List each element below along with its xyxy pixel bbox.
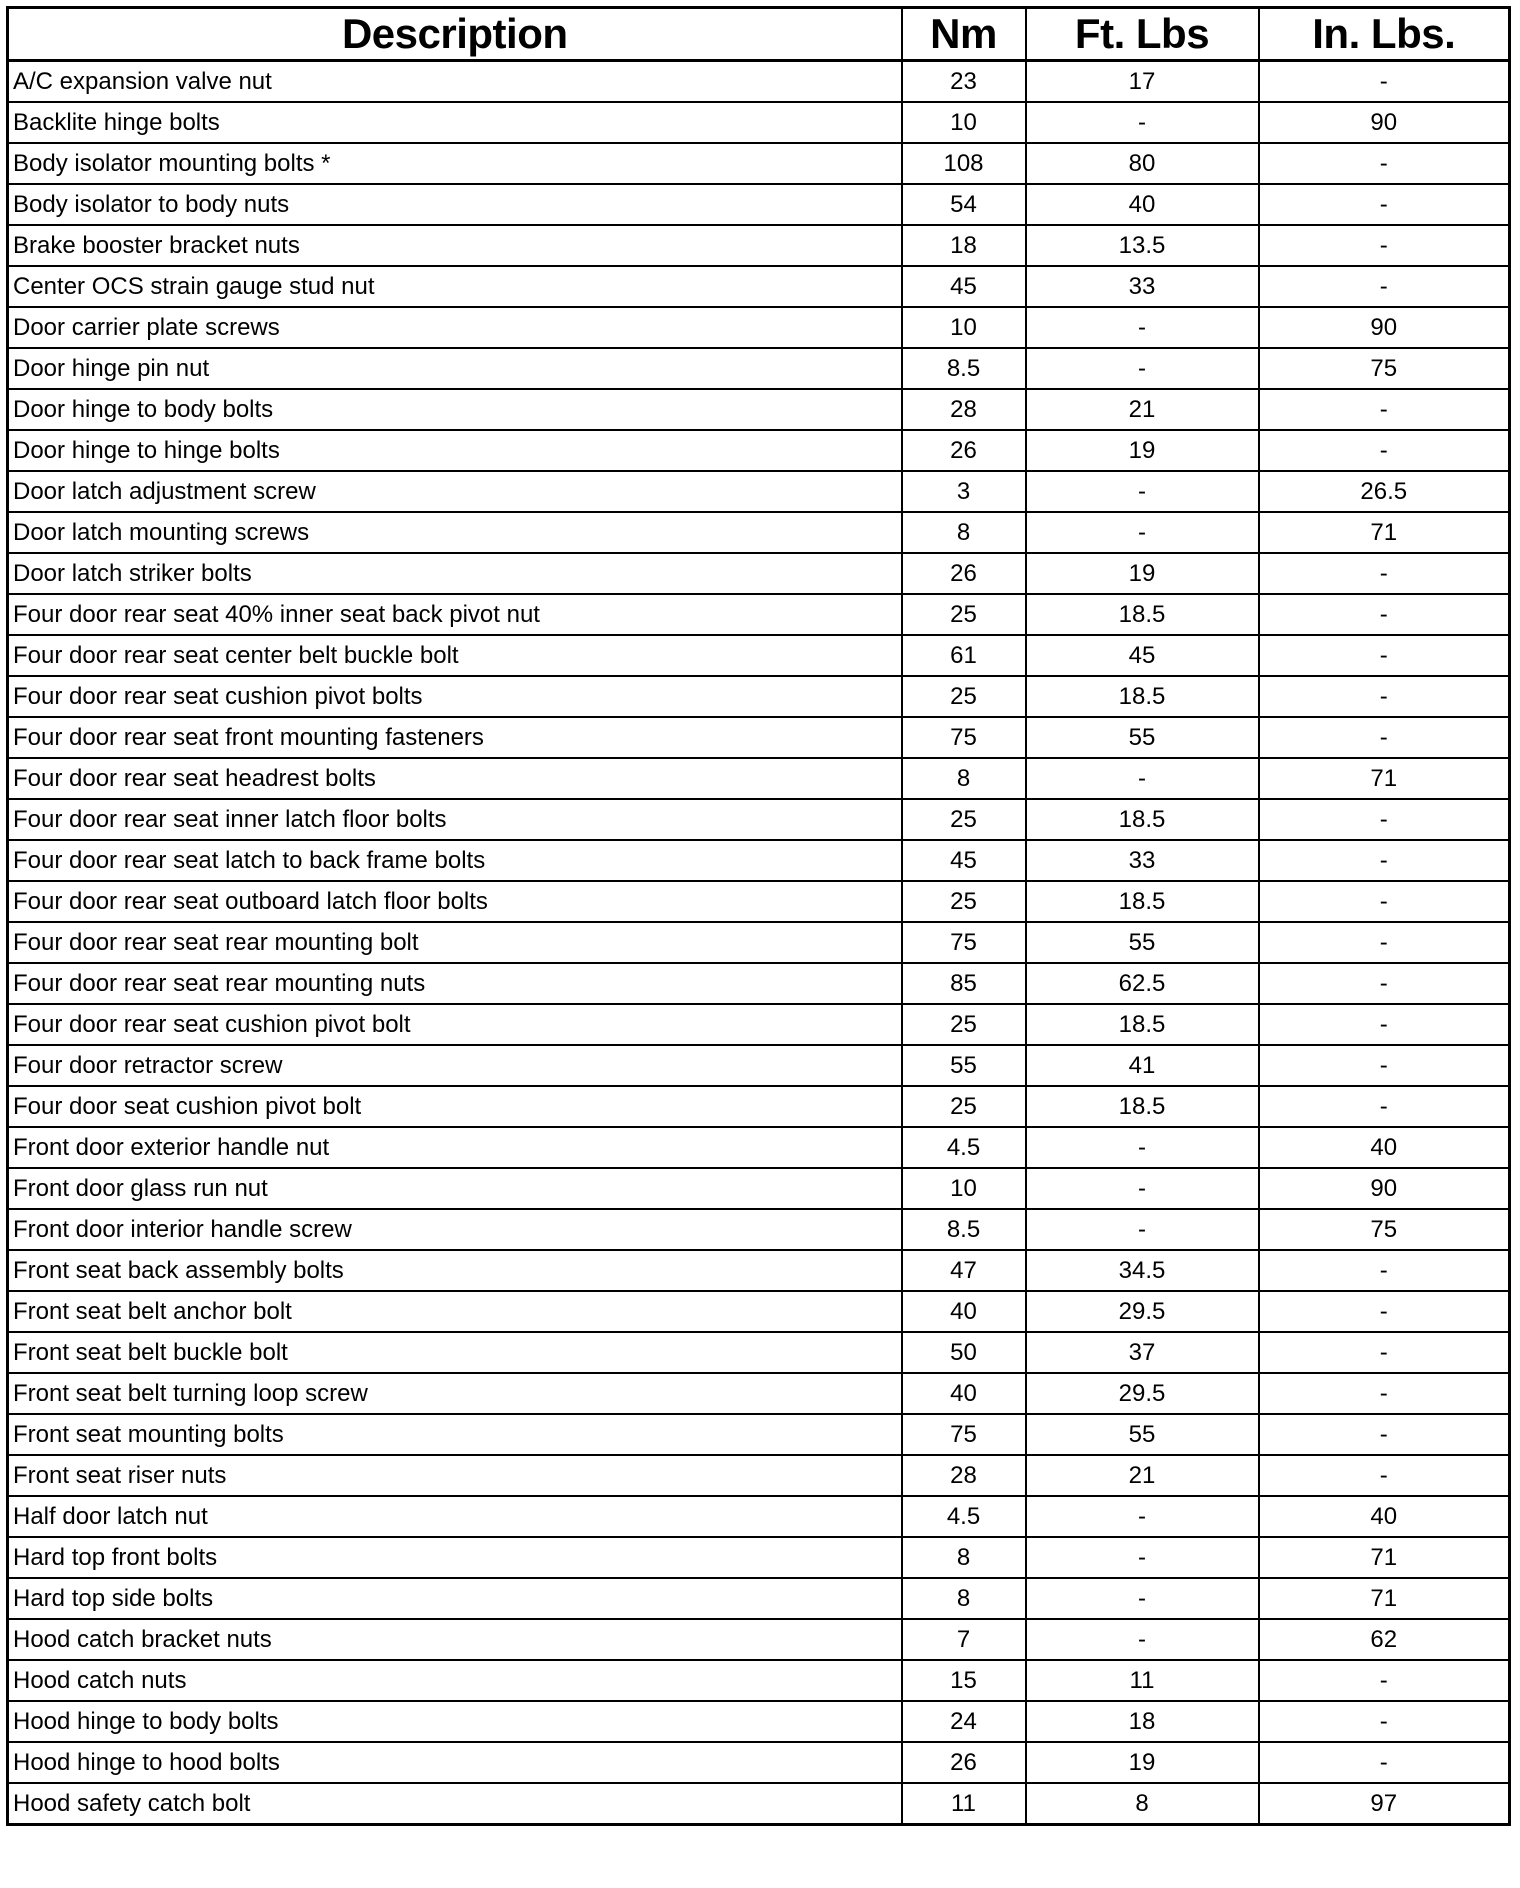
table-row	[8, 963, 1510, 1004]
cell-in-lbs: -	[1259, 143, 1510, 184]
cell-description: Door latch adjustment screw	[8, 471, 902, 512]
cell-nm: 25	[902, 1086, 1026, 1127]
cell-in-lbs: -	[1259, 389, 1510, 430]
cell-nm: 26	[902, 553, 1026, 594]
cell-in-lbs: 97	[1259, 1783, 1510, 1825]
cell-ft-lbs: 29.5	[1026, 1291, 1259, 1332]
table-row	[8, 1291, 1510, 1332]
cell-in-lbs: -	[1259, 1660, 1510, 1701]
table-row	[8, 676, 1510, 717]
cell-in-lbs: -	[1259, 1291, 1510, 1332]
cell-in-lbs: 90	[1259, 307, 1510, 348]
table-row	[8, 1783, 1510, 1825]
header-ft-lbs: Ft. Lbs	[1026, 8, 1259, 61]
table-row	[8, 307, 1510, 348]
table-row	[8, 758, 1510, 799]
cell-ft-lbs: 45	[1026, 635, 1259, 676]
cell-nm: 10	[902, 1168, 1026, 1209]
table-row	[8, 512, 1510, 553]
cell-description: Body isolator to body nuts	[8, 184, 902, 225]
cell-description: A/C expansion valve nut	[8, 61, 902, 103]
cell-nm: 8	[902, 1578, 1026, 1619]
cell-in-lbs: 62	[1259, 1619, 1510, 1660]
cell-description: Four door rear seat center belt buckle bolt	[8, 635, 902, 676]
cell-ft-lbs: -	[1026, 102, 1259, 143]
cell-nm: 8.5	[902, 348, 1026, 389]
cell-ft-lbs: 33	[1026, 266, 1259, 307]
cell-in-lbs: -	[1259, 799, 1510, 840]
table-row	[8, 1250, 1510, 1291]
cell-nm: 8.5	[902, 1209, 1026, 1250]
cell-ft-lbs: 18.5	[1026, 881, 1259, 922]
cell-in-lbs: 71	[1259, 758, 1510, 799]
cell-description: Four door rear seat cushion pivot bolt	[8, 1004, 902, 1045]
table-row	[8, 389, 1510, 430]
cell-nm: 85	[902, 963, 1026, 1004]
header-row	[8, 8, 1510, 61]
cell-nm: 40	[902, 1291, 1026, 1332]
table-row	[8, 1045, 1510, 1086]
cell-nm: 25	[902, 799, 1026, 840]
cell-nm: 75	[902, 717, 1026, 758]
table-row	[8, 471, 1510, 512]
cell-in-lbs: -	[1259, 1004, 1510, 1045]
table-row	[8, 266, 1510, 307]
cell-nm: 10	[902, 307, 1026, 348]
table-row	[8, 102, 1510, 143]
cell-nm: 25	[902, 881, 1026, 922]
cell-description: Front door exterior handle nut	[8, 1127, 902, 1168]
cell-nm: 25	[902, 1004, 1026, 1045]
cell-description: Four door rear seat outboard latch floor bolts	[8, 881, 902, 922]
cell-description: Front seat back assembly bolts	[8, 1250, 902, 1291]
cell-ft-lbs: 55	[1026, 717, 1259, 758]
cell-description: Front seat riser nuts	[8, 1455, 902, 1496]
cell-in-lbs: 40	[1259, 1496, 1510, 1537]
table-row	[8, 184, 1510, 225]
cell-description: Four door rear seat rear mounting nuts	[8, 963, 902, 1004]
cell-ft-lbs: 62.5	[1026, 963, 1259, 1004]
table-row	[8, 922, 1510, 963]
table-row	[8, 717, 1510, 758]
cell-in-lbs: 71	[1259, 512, 1510, 553]
cell-description: Brake booster bracket nuts	[8, 225, 902, 266]
table-row	[8, 881, 1510, 922]
cell-ft-lbs: 18.5	[1026, 1086, 1259, 1127]
cell-in-lbs: 71	[1259, 1537, 1510, 1578]
cell-nm: 54	[902, 184, 1026, 225]
cell-in-lbs: 75	[1259, 348, 1510, 389]
table-row	[8, 1127, 1510, 1168]
cell-nm: 25	[902, 676, 1026, 717]
cell-ft-lbs: 18.5	[1026, 594, 1259, 635]
cell-nm: 11	[902, 1783, 1026, 1825]
cell-nm: 45	[902, 266, 1026, 307]
cell-ft-lbs: 13.5	[1026, 225, 1259, 266]
table-body	[8, 61, 1510, 1825]
cell-description: Four door rear seat 40% inner seat back pivot nut	[8, 594, 902, 635]
table-row	[8, 635, 1510, 676]
cell-in-lbs: 40	[1259, 1127, 1510, 1168]
cell-ft-lbs: -	[1026, 1127, 1259, 1168]
table-row	[8, 430, 1510, 471]
table-row	[8, 1168, 1510, 1209]
table-row	[8, 61, 1510, 103]
cell-ft-lbs: -	[1026, 512, 1259, 553]
cell-description: Body isolator mounting bolts *	[8, 143, 902, 184]
table-row	[8, 1660, 1510, 1701]
cell-nm: 15	[902, 1660, 1026, 1701]
cell-description: Hood catch nuts	[8, 1660, 902, 1701]
table-row	[8, 1332, 1510, 1373]
table-row	[8, 1086, 1510, 1127]
cell-ft-lbs: 19	[1026, 553, 1259, 594]
cell-description: Four door rear seat latch to back frame bolts	[8, 840, 902, 881]
cell-description: Four door rear seat headrest bolts	[8, 758, 902, 799]
table-row	[8, 348, 1510, 389]
cell-description: Front seat mounting bolts	[8, 1414, 902, 1455]
cell-nm: 26	[902, 430, 1026, 471]
table-row	[8, 143, 1510, 184]
cell-description: Hard top front bolts	[8, 1537, 902, 1578]
cell-nm: 10	[902, 102, 1026, 143]
cell-ft-lbs: 55	[1026, 922, 1259, 963]
cell-ft-lbs: -	[1026, 1619, 1259, 1660]
cell-ft-lbs: 17	[1026, 61, 1259, 103]
cell-description: Half door latch nut	[8, 1496, 902, 1537]
cell-description: Four door rear seat inner latch floor bolts	[8, 799, 902, 840]
cell-ft-lbs: 34.5	[1026, 1250, 1259, 1291]
cell-ft-lbs: 18.5	[1026, 799, 1259, 840]
cell-ft-lbs: 33	[1026, 840, 1259, 881]
cell-ft-lbs: -	[1026, 1537, 1259, 1578]
cell-in-lbs: -	[1259, 1045, 1510, 1086]
cell-ft-lbs: 40	[1026, 184, 1259, 225]
torque-spec-sheet	[6, 6, 1511, 1826]
cell-in-lbs: -	[1259, 225, 1510, 266]
cell-ft-lbs: 41	[1026, 1045, 1259, 1086]
cell-in-lbs: -	[1259, 717, 1510, 758]
cell-ft-lbs: 21	[1026, 1455, 1259, 1496]
cell-ft-lbs: -	[1026, 1168, 1259, 1209]
cell-in-lbs: -	[1259, 1455, 1510, 1496]
cell-in-lbs: -	[1259, 1414, 1510, 1455]
cell-description: Hood hinge to hood bolts	[8, 1742, 902, 1783]
cell-in-lbs: 90	[1259, 102, 1510, 143]
cell-nm: 8	[902, 758, 1026, 799]
cell-nm: 4.5	[902, 1496, 1026, 1537]
cell-ft-lbs: -	[1026, 1496, 1259, 1537]
cell-in-lbs: -	[1259, 184, 1510, 225]
cell-nm: 75	[902, 922, 1026, 963]
cell-ft-lbs: 8	[1026, 1783, 1259, 1825]
cell-nm: 7	[902, 1619, 1026, 1660]
cell-ft-lbs: 18.5	[1026, 676, 1259, 717]
table-row	[8, 1414, 1510, 1455]
cell-nm: 23	[902, 61, 1026, 103]
cell-nm: 75	[902, 1414, 1026, 1455]
cell-in-lbs: -	[1259, 922, 1510, 963]
cell-ft-lbs: -	[1026, 471, 1259, 512]
cell-nm: 61	[902, 635, 1026, 676]
cell-nm: 18	[902, 225, 1026, 266]
table-row	[8, 1742, 1510, 1783]
cell-in-lbs: -	[1259, 553, 1510, 594]
cell-nm: 8	[902, 1537, 1026, 1578]
cell-in-lbs: 26.5	[1259, 471, 1510, 512]
cell-description: Four door retractor screw	[8, 1045, 902, 1086]
cell-description: Front seat belt anchor bolt	[8, 1291, 902, 1332]
table-row	[8, 1537, 1510, 1578]
cell-nm: 50	[902, 1332, 1026, 1373]
cell-description: Front seat belt turning loop screw	[8, 1373, 902, 1414]
table-row	[8, 1578, 1510, 1619]
cell-description: Door hinge to hinge bolts	[8, 430, 902, 471]
cell-ft-lbs: -	[1026, 348, 1259, 389]
table-row	[8, 1619, 1510, 1660]
cell-nm: 28	[902, 389, 1026, 430]
cell-description: Door hinge to body bolts	[8, 389, 902, 430]
table-row	[8, 840, 1510, 881]
cell-nm: 108	[902, 143, 1026, 184]
cell-ft-lbs: 29.5	[1026, 1373, 1259, 1414]
table-row	[8, 1004, 1510, 1045]
cell-nm: 8	[902, 512, 1026, 553]
table-row	[8, 1496, 1510, 1537]
cell-description: Front seat belt buckle bolt	[8, 1332, 902, 1373]
cell-ft-lbs: 18	[1026, 1701, 1259, 1742]
cell-in-lbs: -	[1259, 635, 1510, 676]
cell-description: Backlite hinge bolts	[8, 102, 902, 143]
cell-ft-lbs: 18.5	[1026, 1004, 1259, 1045]
cell-description: Front door interior handle screw	[8, 1209, 902, 1250]
cell-ft-lbs: 55	[1026, 1414, 1259, 1455]
table-row	[8, 225, 1510, 266]
table-row	[8, 1209, 1510, 1250]
cell-nm: 40	[902, 1373, 1026, 1414]
cell-nm: 24	[902, 1701, 1026, 1742]
cell-in-lbs: -	[1259, 1701, 1510, 1742]
cell-nm: 47	[902, 1250, 1026, 1291]
cell-nm: 3	[902, 471, 1026, 512]
table-row	[8, 799, 1510, 840]
header-nm: Nm	[902, 8, 1026, 61]
cell-in-lbs: -	[1259, 1086, 1510, 1127]
cell-ft-lbs: 19	[1026, 1742, 1259, 1783]
cell-nm: 55	[902, 1045, 1026, 1086]
cell-in-lbs: -	[1259, 61, 1510, 103]
cell-description: Door carrier plate screws	[8, 307, 902, 348]
table-row	[8, 1373, 1510, 1414]
cell-description: Four door rear seat front mounting fasteners	[8, 717, 902, 758]
cell-in-lbs: -	[1259, 1250, 1510, 1291]
cell-nm: 25	[902, 594, 1026, 635]
cell-ft-lbs: 19	[1026, 430, 1259, 471]
cell-in-lbs: -	[1259, 1332, 1510, 1373]
cell-in-lbs: 90	[1259, 1168, 1510, 1209]
cell-description: Four door rear seat cushion pivot bolts	[8, 676, 902, 717]
cell-in-lbs: -	[1259, 1742, 1510, 1783]
cell-nm: 26	[902, 1742, 1026, 1783]
cell-in-lbs: -	[1259, 840, 1510, 881]
cell-in-lbs: -	[1259, 881, 1510, 922]
cell-in-lbs: 71	[1259, 1578, 1510, 1619]
cell-in-lbs: -	[1259, 1373, 1510, 1414]
header-description: Description	[8, 8, 902, 61]
cell-description: Door latch striker bolts	[8, 553, 902, 594]
cell-in-lbs: -	[1259, 430, 1510, 471]
cell-description: Center OCS strain gauge stud nut	[8, 266, 902, 307]
cell-description: Door hinge pin nut	[8, 348, 902, 389]
cell-description: Hood hinge to body bolts	[8, 1701, 902, 1742]
cell-in-lbs: -	[1259, 963, 1510, 1004]
cell-in-lbs: 75	[1259, 1209, 1510, 1250]
cell-description: Four door seat cushion pivot bolt	[8, 1086, 902, 1127]
cell-ft-lbs: -	[1026, 758, 1259, 799]
torque-table	[6, 6, 1511, 1826]
cell-ft-lbs: -	[1026, 1209, 1259, 1250]
cell-description: Hard top side bolts	[8, 1578, 902, 1619]
cell-description: Front door glass run nut	[8, 1168, 902, 1209]
cell-description: Door latch mounting screws	[8, 512, 902, 553]
cell-nm: 4.5	[902, 1127, 1026, 1168]
cell-ft-lbs: 21	[1026, 389, 1259, 430]
cell-nm: 45	[902, 840, 1026, 881]
cell-description: Hood safety catch bolt	[8, 1783, 902, 1825]
cell-description: Hood catch bracket nuts	[8, 1619, 902, 1660]
cell-ft-lbs: 80	[1026, 143, 1259, 184]
cell-nm: 28	[902, 1455, 1026, 1496]
table-row	[8, 553, 1510, 594]
cell-ft-lbs: -	[1026, 307, 1259, 348]
cell-in-lbs: -	[1259, 594, 1510, 635]
cell-in-lbs: -	[1259, 676, 1510, 717]
table-row	[8, 594, 1510, 635]
table-row	[8, 1701, 1510, 1742]
cell-ft-lbs: 11	[1026, 1660, 1259, 1701]
header-in-lbs: In. Lbs.	[1259, 8, 1510, 61]
cell-in-lbs: -	[1259, 266, 1510, 307]
table-row	[8, 1455, 1510, 1496]
cell-ft-lbs: -	[1026, 1578, 1259, 1619]
cell-description: Four door rear seat rear mounting bolt	[8, 922, 902, 963]
cell-ft-lbs: 37	[1026, 1332, 1259, 1373]
